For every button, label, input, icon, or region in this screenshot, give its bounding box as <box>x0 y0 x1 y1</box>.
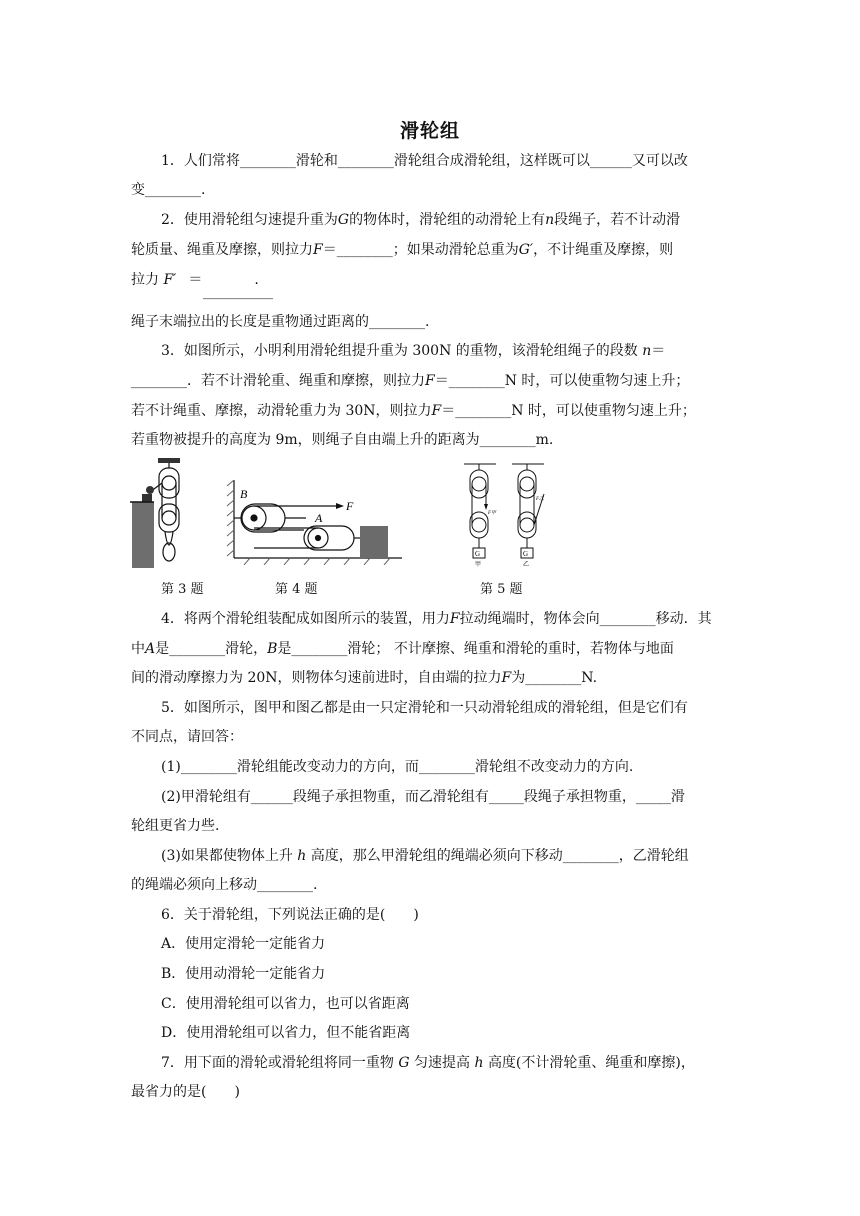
caption-q3: 第 3 题 <box>161 582 204 597</box>
fig4-label-b: B <box>240 487 248 501</box>
q3-line4: 若重物被提升的高度为 9m，则绳子自由端上升的距离为________m. <box>131 432 554 448</box>
q1-line2: 变________. <box>131 182 206 198</box>
q4-line2: 中A是________滑轮，B是________滑轮； 不计摩擦、绳重和滑轮的重时，若物体与地面 <box>131 641 674 657</box>
q6-option-b: B．使用动滑轮一定能省力 <box>161 966 326 982</box>
q2-line2: 轮质量、绳重及摩擦，则拉力F＝________；如果动滑轮总重为G′，不计绳重及摩擦，则 <box>131 242 674 258</box>
q3-line1: 3．如图所示，小明利用滑轮组提升重为 300N 的重物，该滑轮组绳子的段数 n＝ <box>161 343 666 359</box>
fig5-weight-g-right: G <box>523 550 529 558</box>
q1-line1: 1．人们常将________滑轮和________滑轮组合成滑轮组，这样既可以______又可以改 <box>161 153 688 169</box>
caption-q4: 第 4 题 <box>275 582 318 597</box>
q5-part3-line2: 的绳端必须向上移动________. <box>131 877 318 893</box>
page-title: 滑轮组 <box>399 120 460 142</box>
fig5-weight-g-left: G <box>475 550 481 558</box>
fig5-force-jia: F甲 <box>488 511 497 516</box>
fig5-force-yi: F乙 <box>536 497 545 502</box>
q5-part2-line2: 轮组更省力些. <box>131 818 220 834</box>
figure-q4 <box>224 480 404 565</box>
q3-line3: 若不计绳重、摩擦，动滑轮重力为 30N，则拉力F＝________N 时，可以使重物匀速上升； <box>131 403 696 419</box>
q2-fraction-bar: __________ <box>203 284 273 300</box>
q2-line1: 2．使用滑轮组匀速提升重为G的物体时，滑轮组的动滑轮上有n段绳子，若不计动滑 <box>161 212 681 228</box>
q7-line1: 7．用下面的滑轮或滑轮组将同一重物 G 匀速提高 h 高度(不计滑轮重、绳重和摩擦)， <box>161 1055 695 1071</box>
q5-part3-line1: (3)如果都使物体上升 h 高度，那么甲滑轮组的绳端必须向下移动________，乙滑轮组 <box>161 848 689 864</box>
q5-line2: 不同点，请回答： <box>131 729 243 745</box>
fig5-label-yi: 乙 <box>523 561 530 567</box>
q4-line1: 4．将两个滑轮组装配成如图所示的装置，用力F拉动绳端时，物体会向________移动．其 <box>161 611 712 627</box>
q5-part2-line1: (2)甲滑轮组有______段绳子承担物重，而乙滑轮组有_____段绳子承担物重，_____滑 <box>161 789 685 805</box>
q5-line1: 5．如图所示，图甲和图乙都是由一只定滑轮和一只动滑轮组成的滑轮组，但是它们有 <box>161 700 688 716</box>
q5-part1: (1)________滑轮组能改变动力的方向，而________滑轮组不改变动力的方向. <box>161 759 634 775</box>
q4-line3: 间的滑动摩擦力为 20N，则物体匀速前进时，自由端的拉力F为________N. <box>131 670 598 686</box>
figure-q3 <box>130 458 200 568</box>
q6-option-a: A．使用定滑轮一定能省力 <box>161 936 326 952</box>
q7-line2: 最省力的是( ) <box>131 1084 240 1100</box>
q2-line3: 拉力 F′ ＝ . <box>131 272 259 288</box>
q3-line2: ________．若不计滑轮重、绳重和摩擦，则拉力F＝________N 时，可以使重物匀速上升； <box>131 373 690 389</box>
fig5-label-jia: 甲 <box>475 561 482 567</box>
fig4-label-f: F <box>346 499 354 513</box>
q6-option-d: D．使用滑轮组可以省力，但不能省距离 <box>161 1025 411 1041</box>
q6-option-c: C．使用滑轮组可以省力，也可以省距离 <box>161 996 410 1012</box>
figure-q5 <box>462 462 552 567</box>
caption-q5: 第 5 题 <box>480 582 523 597</box>
fig4-label-a: A <box>315 511 323 525</box>
q2-line4: 绳子末端拉出的长度是重物通过距离的________. <box>131 314 430 330</box>
q6-stem: 6．关于滑轮组，下列说法正确的是( ) <box>161 907 419 923</box>
